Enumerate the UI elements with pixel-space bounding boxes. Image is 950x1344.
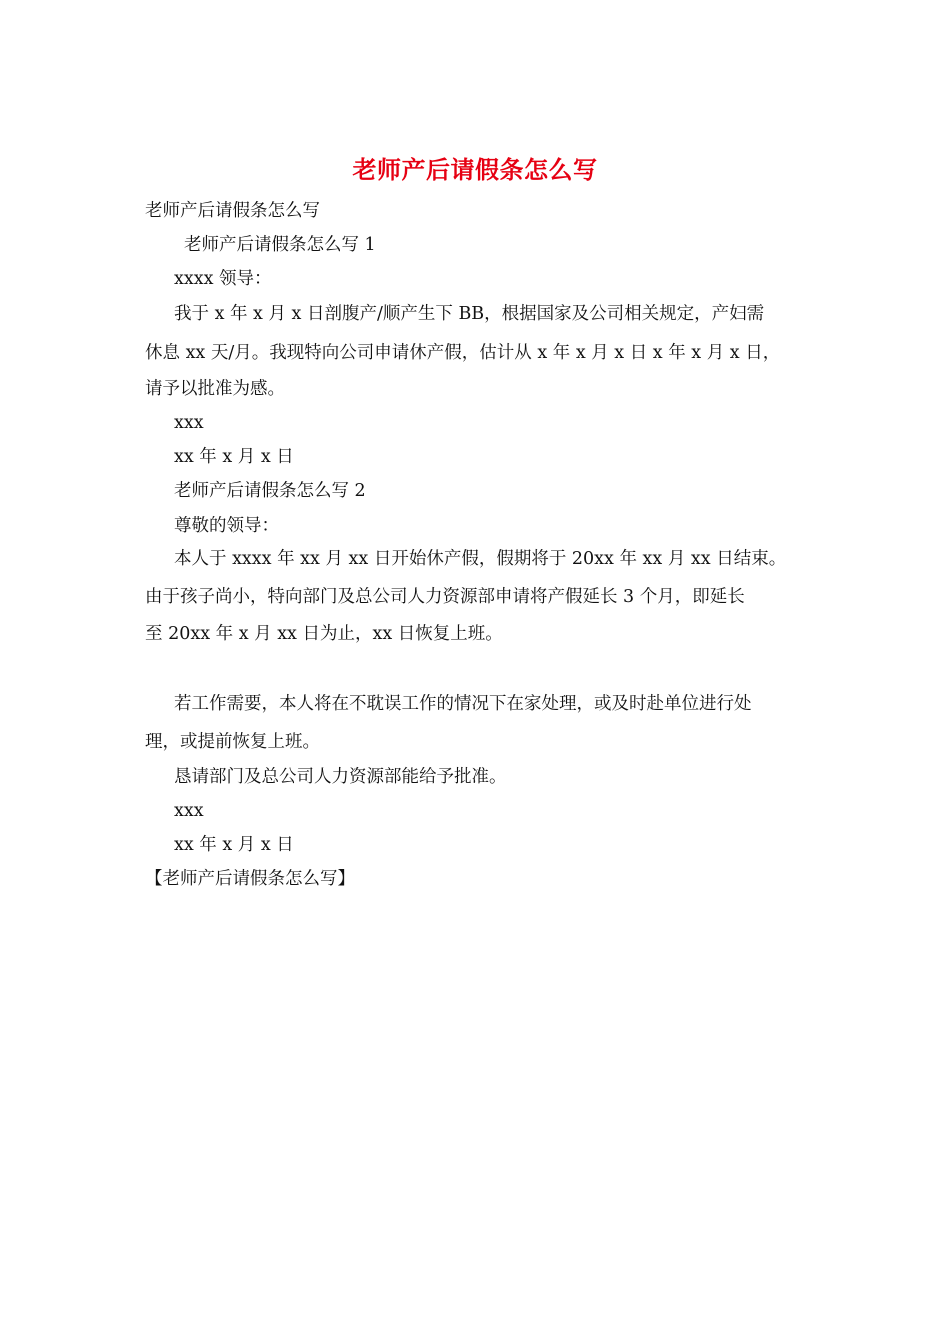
signature-date-2: xx 年 x 月 x 日 <box>174 835 294 855</box>
body-line: 理，或提前恢复上班。 <box>145 732 320 752</box>
body-line: 恳请部门及总公司人力资源部能给予批准。 <box>174 767 507 787</box>
subtitle-line: 老师产后请假条怎么写 <box>145 201 320 221</box>
document-title: 老师产后请假条怎么写 <box>352 155 598 184</box>
signature-name-2: xxx <box>174 801 204 821</box>
body-line: 由于孩子尚小，特向部门及总公司人力资源部申请将产假延长 3 个月，即延长 <box>145 587 745 607</box>
section-heading-2: 老师产后请假条怎么写 2 <box>174 481 366 501</box>
signature-date-1: xx 年 x 月 x 日 <box>174 447 294 467</box>
body-line: 休息 xx 天/月。我现特向公司申请休产假，估计从 x 年 x 月 x 日 x 年 x 月 x 日， <box>145 343 781 363</box>
closing-tag: 【老师产后请假条怎么写】 <box>145 869 355 889</box>
section-heading-1: 老师产后请假条怎么写 1 <box>184 235 376 255</box>
signature-name-1: xxx <box>174 413 204 433</box>
salutation-1: xxxx 领导： <box>174 269 272 289</box>
salutation-2: 尊敬的领导： <box>174 516 279 536</box>
body-line: 请予以批准为感。 <box>145 379 285 399</box>
body-line: 至 20xx 年 x 月 xx 日为止，xx 日恢复上班。 <box>145 624 503 644</box>
body-line: 若工作需要，本人将在不耽误工作的情况下在家处理，或及时赴单位进行处 <box>174 694 752 714</box>
body-line: 本人于 xxxx 年 xx 月 xx 日开始休产假，假期将于 20xx 年 xx 月 xx 日结束。 <box>174 549 787 569</box>
body-line: 我于 x 年 x 月 x 日剖腹产/顺产生下 BB，根据国家及公司相关规定，产妇需 <box>174 304 765 324</box>
